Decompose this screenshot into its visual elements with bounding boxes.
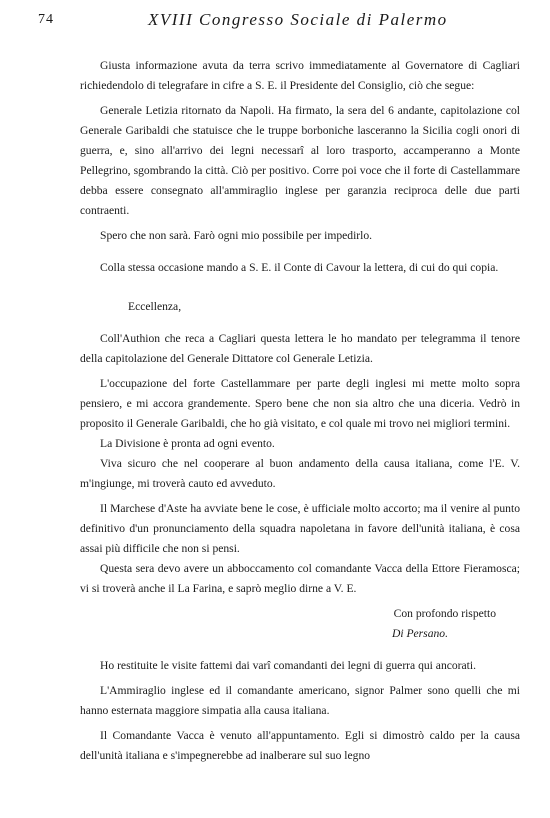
page-header xyxy=(38,10,528,32)
telegram-text: Generale Letizia ritornato da Napoli. Ha firmato, la sera del 6 andante, capitolazione col Generale Garibaldi che statuisce che le truppe borboniche lasceranno la Sicilia cogli onori di guerra, e, sino all'arrivo dei legni necessarî al loro trasporto, accamperanno a Monte Pellegrino, sgombrando la città. Ciò per positivo. Corre poi voce che il forte di Castellammare debba essere consegnato all'ammiraglio inglese per garanzia reciproca delle due parti contraenti. xyxy=(80,104,520,217)
page-number: 74 xyxy=(38,12,54,27)
letter-signature: Di Persano. xyxy=(391,627,448,640)
paragraph: Colla stessa occasione mando a S. E. il Conte di Cavour la lettera, di cui do qui copia. xyxy=(100,261,499,274)
letter-paragraph: L'occupazione del forte Castellammare per parte degli inglesi mi mette molto sopra pensiero, e mi accora grandemente. Spero bene che non sia altro che una diceria. Vedrò in proposito il Generale Garibaldi, che ho già visitato, e col quale mi trovo nei migliori termini. xyxy=(80,377,520,430)
letter-paragraph: La Divisione è pronta ad ogni evento. xyxy=(100,437,275,450)
paragraph: Giusta informazione avuta da terra scrivo immediatamente al Governatore di Cagliari richiedendolo di telegrafare in cifre a S. E. il Presidente del Consiglio, ciò che segue: xyxy=(80,59,520,92)
body-text xyxy=(80,56,520,766)
letter-paragraph: Il Marchese d'Aste ha avviate bene le cose, è ufficiale molto accorto; ma il venire al punto definitivo d'un pronunciamento della squadra napoletana in favore dell'unità italiana, è cosa assai più difficile che non si pensi. xyxy=(80,502,520,555)
paragraph: Ho restituite le visite fattemi dai varî comandanti dei legni di guerra qui ancorati. xyxy=(100,659,477,672)
letter-paragraph: Viva sicuro che nel cooperare al buon andamento della causa italiana, come l'E. V. m'ingiunge, mi troverà cauto ed avveduto. xyxy=(80,457,520,490)
letter-paragraph: Questa sera devo avere un abboccamento col comandante Vacca della Ettore Fieramosca; vi si troverà anche il La Farina, e saprò meglio dirne a V. E. xyxy=(80,562,520,595)
letter-salutation: Eccellenza, xyxy=(128,300,182,313)
paragraph: L'Ammiraglio inglese ed il comandante americano, signor Palmer sono quelli che mi hanno esternata maggiore simpatia alla causa italiana. xyxy=(80,684,520,717)
letter-paragraph: Coll'Authion che reca a Cagliari questa lettera le ho mandato per telegramma il tenore della capitolazione del Generale Dittatore col Generale Letizia. xyxy=(80,332,520,365)
paragraph: Il Comandante Vacca è venuto all'appuntamento. Egli si dimostrò caldo per la causa dell'unità italiana e s'impegnerebbe ad inalberare sul suo legno xyxy=(80,729,520,762)
running-title: XVIII Congresso Sociale di Palermo xyxy=(148,10,448,29)
paragraph: Spero che non sarà. Farò ogni mio possibile per impedirlo. xyxy=(100,229,373,242)
letter-closing: Con profondo rispetto xyxy=(393,607,496,620)
